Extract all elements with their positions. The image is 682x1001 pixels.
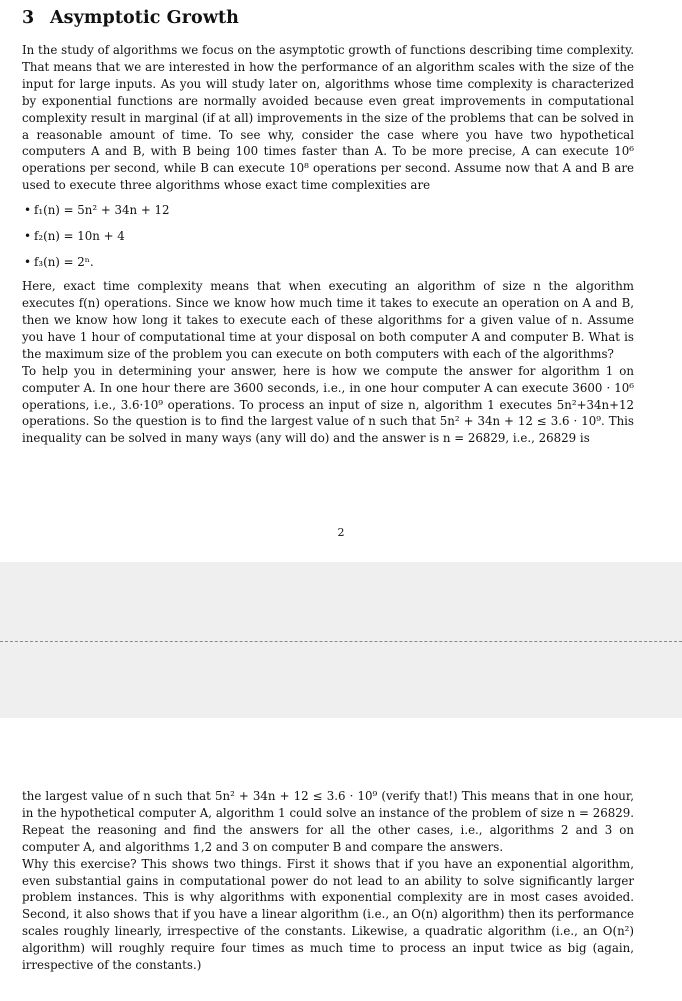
bullet-icon: •: [24, 255, 32, 270]
page-break-divider: [0, 641, 682, 642]
definition-paragraph: Here, exact time complexity means that when executing an algorithm of size n the algorithm executes f(n) operations. Since we know how much time it takes to execute an operation on A and B, then we know how long it takes to execute each of these algorithms for a given value of n. Assume you have 1 hour of computational time at your disposal on both computer A and computer B. What is the maximum size of the problem you can execute on both computers with each of the algorithms?: [22, 279, 634, 361]
continuation-paragraph: the largest value of n such that 5n² + 34n + 12 ≤ 3.6 · 10⁹ (verify that!) This means that in one hour, in the hypothetical computer A, algorithm 1 could solve an instance of the problem of size n = 26829. Repeat the reasoning and find the answers for all the other cases, i.e., algorithms 2 and 3 on computer A, and algorithms 1,2 and 3 on computer B and compare the answers.: [22, 789, 634, 854]
bullet-icon: •: [24, 229, 32, 244]
why-exercise-paragraph: Why this exercise? This shows two things. First it shows that if you have an exponential algorithm, even substantial gains in computational power do not lead to an ability to solve significantly larger problem instances. This is why algorithms with exponential complexity are in most cases avoided. Second, it also shows that if you have a linear algorithm (i.e., an O(n) algorithm) then its performance scales roughly linearly, irrespective of the constants. Likewise, a quadratic algorithm (i.e., an O(n²) algorithm) will roughly require four times as much time to process an input twice as big (again, irrespective of the constants.): [22, 856, 634, 973]
function-f2: f₂(n) = 10n + 4: [34, 229, 125, 244]
page-gap: [0, 562, 682, 718]
bullet-icon: •: [24, 203, 32, 218]
section-title: Asymptotic Growth: [50, 8, 239, 28]
function-list: [22, 202, 634, 270]
intro-paragraph: In the study of algorithms we focus on the asymptotic growth of functions describing time complexity. That means that we are interested in how the performance of an algorithm scales with the size of the input for large inputs. As you will study later on, algorithms whose time complexity is characterized by exponential functions are normally avoided because even great improvements in computational complexity result in marginal (if at all) improvements in the size of the problems that can be solved in a reasonable amount of time. To see why, consider the case where you have two hypothetical computers A and B, with B being 100 times faster than A. To be more precise, A can execute 10⁶ operations per second, while B can execute 10⁸ operations per second. Assume now that A and B are used to execute three algorithms whose exact time complexities are: [22, 43, 634, 193]
document-page-2: [0, 718, 682, 1001]
section-heading: [22, 8, 634, 28]
function-f3: f₃(n) = 2ⁿ.: [34, 255, 94, 270]
worked-example-paragraph: To help you in determining your answer, here is how we compute the answer for algorithm 1 on computer A. In one hour there are 3600 seconds, i.e., in one hour computer A can execute 3600 · 10⁶ operations, i.e., 3.6·10⁹ operations. To process an input of size n, algorithm 1 executes 5n²+34n+12 operations. So the question is to find the largest value of n such that 5n² + 34n + 12 ≤ 3.6 · 10⁹. This inequality can be solved in many ways (any will do) and the answer is n = 26829, i.e., 26829 is: [22, 363, 634, 446]
section-number: 3: [22, 8, 35, 28]
list-item: [24, 202, 634, 218]
function-f1: f₁(n) = 5n² + 34n + 12: [34, 203, 170, 218]
list-item: [24, 228, 634, 244]
page-1-content: [22, 8, 634, 447]
page-2-content: [22, 788, 634, 974]
list-item: [24, 254, 634, 270]
page-number: 2: [337, 526, 345, 539]
